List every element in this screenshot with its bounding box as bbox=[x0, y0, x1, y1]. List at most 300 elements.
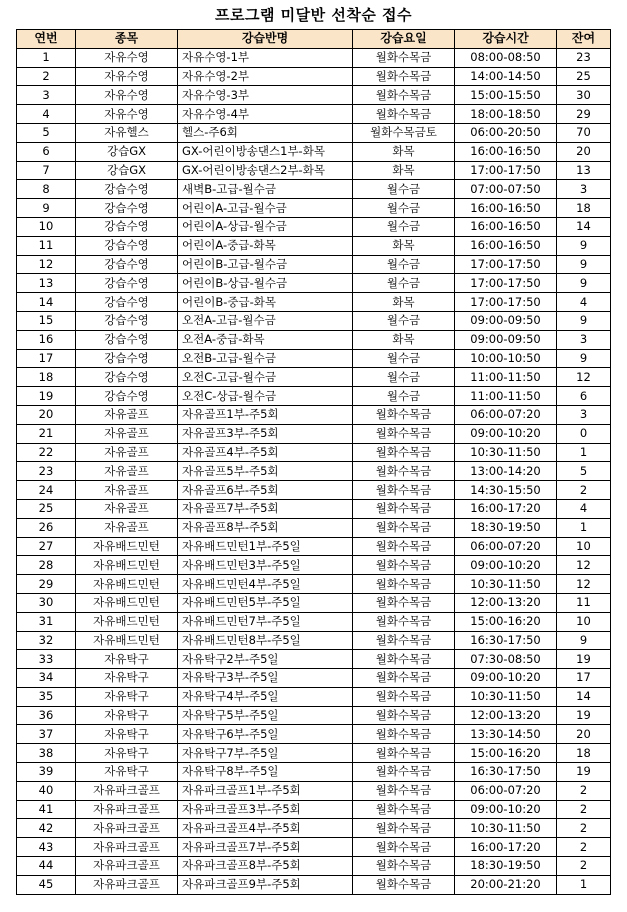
header-time: 강습시간 bbox=[455, 30, 557, 49]
table-row bbox=[17, 631, 611, 650]
cell-days: 월수금 bbox=[353, 180, 455, 199]
cell-category: 자유배드민턴 bbox=[76, 556, 178, 575]
cell-class-name: 자유배드민턴5부-주5일 bbox=[178, 593, 353, 612]
cell-category: 강습수영 bbox=[76, 236, 178, 255]
cell-days: 월화수목금 bbox=[353, 612, 455, 631]
cell-class-name: 자유탁구7부-주5일 bbox=[178, 744, 353, 763]
cell-days: 화목 bbox=[353, 161, 455, 180]
table-row bbox=[17, 48, 611, 67]
cell-category: 자유탁구 bbox=[76, 650, 178, 669]
table-body bbox=[17, 48, 611, 894]
page-title: 프로그램 미달반 선착순 접수 bbox=[214, 6, 413, 24]
cell-days: 월화수목금 bbox=[353, 443, 455, 462]
cell-days: 월화수목금 bbox=[353, 669, 455, 688]
table-row bbox=[17, 387, 611, 406]
cell-category: 강습수영 bbox=[76, 293, 178, 312]
cell-index: 45 bbox=[17, 875, 76, 894]
cell-index: 28 bbox=[17, 556, 76, 575]
cell-remaining: 17 bbox=[557, 669, 611, 688]
cell-time: 10:30-11:50 bbox=[455, 443, 557, 462]
cell-category: 자유골프 bbox=[76, 518, 178, 537]
cell-time: 06:00-07:20 bbox=[455, 405, 557, 424]
cell-class-name: 자유파크골프1부-주5회 bbox=[178, 781, 353, 800]
cell-class-name: 자유수영-4부 bbox=[178, 105, 353, 124]
cell-days: 월화수목금 bbox=[353, 537, 455, 556]
cell-index: 40 bbox=[17, 781, 76, 800]
cell-class-name: GX-어린이방송댄스2부-화목 bbox=[178, 161, 353, 180]
cell-remaining: 2 bbox=[557, 781, 611, 800]
cell-time: 16:30-17:50 bbox=[455, 631, 557, 650]
cell-category: 강습수영 bbox=[76, 311, 178, 330]
cell-category: 자유골프 bbox=[76, 405, 178, 424]
table-row bbox=[17, 481, 611, 500]
cell-category: 자유탁구 bbox=[76, 669, 178, 688]
cell-class-name: 자유파크골프4부-주5회 bbox=[178, 819, 353, 838]
table-row bbox=[17, 706, 611, 725]
cell-category: 자유탁구 bbox=[76, 687, 178, 706]
cell-index: 24 bbox=[17, 481, 76, 500]
cell-time: 09:00-10:20 bbox=[455, 424, 557, 443]
cell-days: 월화수목금 bbox=[353, 518, 455, 537]
cell-days: 월화수목금 bbox=[353, 105, 455, 124]
table-row bbox=[17, 518, 611, 537]
cell-remaining: 13 bbox=[557, 161, 611, 180]
cell-days: 월화수목금 bbox=[353, 819, 455, 838]
cell-class-name: 어린이A-상급-월수금 bbox=[178, 217, 353, 236]
table-row bbox=[17, 274, 611, 293]
cell-category: 자유파크골프 bbox=[76, 781, 178, 800]
cell-index: 11 bbox=[17, 236, 76, 255]
cell-remaining: 5 bbox=[557, 462, 611, 481]
cell-remaining: 12 bbox=[557, 575, 611, 594]
cell-category: 자유파크골프 bbox=[76, 800, 178, 819]
cell-remaining: 12 bbox=[557, 556, 611, 575]
cell-days: 월화수목금 bbox=[353, 575, 455, 594]
cell-index: 25 bbox=[17, 499, 76, 518]
table-row bbox=[17, 142, 611, 161]
cell-days: 월화수목금 bbox=[353, 763, 455, 782]
cell-days: 월화수목금 bbox=[353, 481, 455, 500]
table-row bbox=[17, 255, 611, 274]
cell-index: 3 bbox=[17, 86, 76, 105]
cell-time: 07:00-07:50 bbox=[455, 180, 557, 199]
cell-remaining: 1 bbox=[557, 875, 611, 894]
table-row bbox=[17, 819, 611, 838]
header-remaining: 잔여 bbox=[557, 30, 611, 49]
cell-time: 13:30-14:50 bbox=[455, 725, 557, 744]
cell-index: 9 bbox=[17, 199, 76, 218]
table-row bbox=[17, 612, 611, 631]
cell-remaining: 1 bbox=[557, 443, 611, 462]
header-days: 강습요일 bbox=[353, 30, 455, 49]
cell-category: 강습수영 bbox=[76, 387, 178, 406]
cell-time: 13:00-14:20 bbox=[455, 462, 557, 481]
table-header-row bbox=[17, 30, 611, 49]
cell-remaining: 14 bbox=[557, 687, 611, 706]
cell-class-name: 자유골프7부-주5회 bbox=[178, 499, 353, 518]
cell-category: 자유수영 bbox=[76, 105, 178, 124]
cell-days: 월화수목금 bbox=[353, 499, 455, 518]
cell-class-name: 자유배드민턴1부-주5일 bbox=[178, 537, 353, 556]
table-row bbox=[17, 744, 611, 763]
table-row bbox=[17, 236, 611, 255]
cell-time: 12:00-13:20 bbox=[455, 706, 557, 725]
program-table bbox=[16, 29, 611, 895]
table-row bbox=[17, 575, 611, 594]
cell-index: 13 bbox=[17, 274, 76, 293]
cell-class-name: 자유파크골프9부-주5회 bbox=[178, 875, 353, 894]
table-row bbox=[17, 330, 611, 349]
cell-index: 15 bbox=[17, 311, 76, 330]
table-row bbox=[17, 405, 611, 424]
cell-days: 월수금 bbox=[353, 255, 455, 274]
cell-category: 강습수영 bbox=[76, 255, 178, 274]
cell-days: 월화수목금 bbox=[353, 725, 455, 744]
cell-class-name: 자유골프8부-주5회 bbox=[178, 518, 353, 537]
cell-time: 16:00-17:20 bbox=[455, 499, 557, 518]
cell-time: 06:00-07:20 bbox=[455, 781, 557, 800]
cell-class-name: 자유파크골프3부-주5회 bbox=[178, 800, 353, 819]
cell-remaining: 9 bbox=[557, 631, 611, 650]
cell-index: 38 bbox=[17, 744, 76, 763]
cell-category: 강습수영 bbox=[76, 199, 178, 218]
cell-remaining: 19 bbox=[557, 650, 611, 669]
cell-time: 07:30-08:50 bbox=[455, 650, 557, 669]
cell-time: 10:30-11:50 bbox=[455, 575, 557, 594]
cell-category: 자유수영 bbox=[76, 48, 178, 67]
cell-category: 강습수영 bbox=[76, 330, 178, 349]
cell-class-name: 헬스-주6회 bbox=[178, 123, 353, 142]
cell-class-name: 자유골프4부-주5회 bbox=[178, 443, 353, 462]
cell-category: 자유파크골프 bbox=[76, 838, 178, 857]
table-row bbox=[17, 838, 611, 857]
cell-days: 월화수목금 bbox=[353, 800, 455, 819]
cell-index: 39 bbox=[17, 763, 76, 782]
cell-index: 16 bbox=[17, 330, 76, 349]
cell-category: 자유골프 bbox=[76, 443, 178, 462]
cell-days: 월화수목금 bbox=[353, 48, 455, 67]
cell-class-name: 자유파크골프8부-주5회 bbox=[178, 857, 353, 876]
table-row bbox=[17, 763, 611, 782]
cell-time: 14:30-15:50 bbox=[455, 481, 557, 500]
cell-class-name: 자유골프5부-주5회 bbox=[178, 462, 353, 481]
cell-remaining: 20 bbox=[557, 725, 611, 744]
cell-category: 자유수영 bbox=[76, 86, 178, 105]
cell-index: 33 bbox=[17, 650, 76, 669]
cell-category: 자유배드민턴 bbox=[76, 612, 178, 631]
cell-time: 16:30-17:50 bbox=[455, 763, 557, 782]
cell-category: 강습수영 bbox=[76, 349, 178, 368]
cell-category: 강습수영 bbox=[76, 180, 178, 199]
cell-category: 자유탁구 bbox=[76, 725, 178, 744]
cell-days: 월수금 bbox=[353, 274, 455, 293]
cell-remaining: 11 bbox=[557, 593, 611, 612]
cell-days: 월화수목금 bbox=[353, 424, 455, 443]
cell-remaining: 30 bbox=[557, 86, 611, 105]
cell-class-name: 어린이A-고급-월수금 bbox=[178, 199, 353, 218]
header-index: 연번 bbox=[17, 30, 76, 49]
table-row bbox=[17, 857, 611, 876]
cell-time: 18:00-18:50 bbox=[455, 105, 557, 124]
cell-time: 17:00-17:50 bbox=[455, 255, 557, 274]
cell-remaining: 9 bbox=[557, 274, 611, 293]
cell-time: 15:00-16:20 bbox=[455, 744, 557, 763]
cell-class-name: 자유탁구8부-주5일 bbox=[178, 763, 353, 782]
cell-time: 06:00-20:50 bbox=[455, 123, 557, 142]
header-category: 종목 bbox=[76, 30, 178, 49]
cell-remaining: 2 bbox=[557, 481, 611, 500]
cell-days: 월화수목금 bbox=[353, 838, 455, 857]
table-row bbox=[17, 199, 611, 218]
cell-days: 월화수목금 bbox=[353, 875, 455, 894]
cell-index: 10 bbox=[17, 217, 76, 236]
cell-index: 7 bbox=[17, 161, 76, 180]
cell-remaining: 9 bbox=[557, 255, 611, 274]
cell-class-name: 어린이B-상급-월수금 bbox=[178, 274, 353, 293]
cell-index: 44 bbox=[17, 857, 76, 876]
cell-class-name: 자유골프1부-주5회 bbox=[178, 405, 353, 424]
header-class-name: 강습반명 bbox=[178, 30, 353, 49]
cell-days: 화목 bbox=[353, 236, 455, 255]
cell-index: 19 bbox=[17, 387, 76, 406]
cell-time: 09:00-10:20 bbox=[455, 800, 557, 819]
cell-days: 화목 bbox=[353, 142, 455, 161]
cell-class-name: 어린이A-중급-화목 bbox=[178, 236, 353, 255]
cell-category: 강습수영 bbox=[76, 368, 178, 387]
cell-time: 14:00-14:50 bbox=[455, 67, 557, 86]
cell-class-name: 자유탁구4부-주5일 bbox=[178, 687, 353, 706]
cell-time: 09:00-10:20 bbox=[455, 556, 557, 575]
cell-time: 08:00-08:50 bbox=[455, 48, 557, 67]
cell-class-name: 자유수영-2부 bbox=[178, 67, 353, 86]
cell-time: 09:00-10:20 bbox=[455, 669, 557, 688]
table-row bbox=[17, 800, 611, 819]
cell-category: 자유골프 bbox=[76, 481, 178, 500]
table-row bbox=[17, 669, 611, 688]
cell-time: 11:00-11:50 bbox=[455, 368, 557, 387]
table-row bbox=[17, 556, 611, 575]
cell-index: 17 bbox=[17, 349, 76, 368]
cell-time: 16:00-16:50 bbox=[455, 236, 557, 255]
cell-index: 37 bbox=[17, 725, 76, 744]
table-row bbox=[17, 161, 611, 180]
cell-category: 강습GX bbox=[76, 161, 178, 180]
cell-index: 27 bbox=[17, 537, 76, 556]
table-row bbox=[17, 424, 611, 443]
cell-category: 자유배드민턴 bbox=[76, 631, 178, 650]
cell-index: 12 bbox=[17, 255, 76, 274]
cell-index: 42 bbox=[17, 819, 76, 838]
cell-class-name: 어린이B-고급-월수금 bbox=[178, 255, 353, 274]
cell-days: 월수금 bbox=[353, 349, 455, 368]
cell-days: 월수금 bbox=[353, 217, 455, 236]
cell-category: 강습GX bbox=[76, 142, 178, 161]
cell-category: 자유파크골프 bbox=[76, 875, 178, 894]
cell-days: 월수금 bbox=[353, 368, 455, 387]
cell-remaining: 9 bbox=[557, 349, 611, 368]
cell-index: 29 bbox=[17, 575, 76, 594]
cell-days: 월수금 bbox=[353, 387, 455, 406]
cell-remaining: 3 bbox=[557, 180, 611, 199]
cell-time: 16:00-16:50 bbox=[455, 142, 557, 161]
cell-remaining: 19 bbox=[557, 706, 611, 725]
cell-time: 10:00-10:50 bbox=[455, 349, 557, 368]
cell-days: 월화수목금 bbox=[353, 462, 455, 481]
cell-class-name: 오전B-고급-월수금 bbox=[178, 349, 353, 368]
cell-index: 43 bbox=[17, 838, 76, 857]
cell-remaining: 70 bbox=[557, 123, 611, 142]
cell-category: 자유배드민턴 bbox=[76, 537, 178, 556]
cell-index: 32 bbox=[17, 631, 76, 650]
cell-time: 10:30-11:50 bbox=[455, 819, 557, 838]
cell-index: 14 bbox=[17, 293, 76, 312]
cell-category: 자유배드민턴 bbox=[76, 593, 178, 612]
cell-remaining: 10 bbox=[557, 612, 611, 631]
cell-days: 월화수목금토 bbox=[353, 123, 455, 142]
cell-category: 자유탁구 bbox=[76, 706, 178, 725]
cell-days: 화목 bbox=[353, 293, 455, 312]
cell-class-name: 자유배드민턴4부-주5일 bbox=[178, 575, 353, 594]
cell-time: 09:00-09:50 bbox=[455, 330, 557, 349]
table-row bbox=[17, 687, 611, 706]
table-row bbox=[17, 105, 611, 124]
table-row bbox=[17, 462, 611, 481]
table-row bbox=[17, 86, 611, 105]
table-row bbox=[17, 67, 611, 86]
cell-index: 1 bbox=[17, 48, 76, 67]
cell-remaining: 6 bbox=[557, 387, 611, 406]
cell-index: 5 bbox=[17, 123, 76, 142]
table-row bbox=[17, 537, 611, 556]
cell-time: 15:00-15:50 bbox=[455, 86, 557, 105]
cell-days: 월화수목금 bbox=[353, 781, 455, 800]
table-row bbox=[17, 499, 611, 518]
cell-class-name: 오전C-상급-월수금 bbox=[178, 387, 353, 406]
cell-time: 16:00-17:20 bbox=[455, 838, 557, 857]
cell-index: 20 bbox=[17, 405, 76, 424]
cell-days: 월화수목금 bbox=[353, 687, 455, 706]
cell-remaining: 12 bbox=[557, 368, 611, 387]
cell-index: 36 bbox=[17, 706, 76, 725]
cell-class-name: 오전A-중급-화목 bbox=[178, 330, 353, 349]
cell-index: 34 bbox=[17, 669, 76, 688]
cell-class-name: 오전C-고급-월수금 bbox=[178, 368, 353, 387]
cell-remaining: 20 bbox=[557, 142, 611, 161]
cell-class-name: 자유탁구3부-주5일 bbox=[178, 669, 353, 688]
cell-remaining: 19 bbox=[557, 763, 611, 782]
cell-remaining: 2 bbox=[557, 857, 611, 876]
cell-category: 자유파크골프 bbox=[76, 819, 178, 838]
cell-days: 월화수목금 bbox=[353, 67, 455, 86]
cell-remaining: 2 bbox=[557, 819, 611, 838]
cell-days: 월화수목금 bbox=[353, 593, 455, 612]
cell-class-name: 자유탁구6부-주5일 bbox=[178, 725, 353, 744]
cell-class-name: 자유골프6부-주5회 bbox=[178, 481, 353, 500]
table-row bbox=[17, 180, 611, 199]
cell-remaining: 3 bbox=[557, 330, 611, 349]
cell-remaining: 18 bbox=[557, 744, 611, 763]
cell-remaining: 9 bbox=[557, 236, 611, 255]
cell-index: 41 bbox=[17, 800, 76, 819]
cell-remaining: 25 bbox=[557, 67, 611, 86]
cell-category: 자유배드민턴 bbox=[76, 575, 178, 594]
cell-days: 월화수목금 bbox=[353, 706, 455, 725]
cell-days: 월수금 bbox=[353, 311, 455, 330]
cell-index: 6 bbox=[17, 142, 76, 161]
cell-days: 화목 bbox=[353, 330, 455, 349]
table-row bbox=[17, 217, 611, 236]
cell-index: 8 bbox=[17, 180, 76, 199]
cell-days: 월화수목금 bbox=[353, 650, 455, 669]
cell-time: 17:00-17:50 bbox=[455, 293, 557, 312]
cell-time: 20:00-21:20 bbox=[455, 875, 557, 894]
cell-category: 자유탁구 bbox=[76, 744, 178, 763]
cell-days: 월화수목금 bbox=[353, 86, 455, 105]
cell-time: 16:00-16:50 bbox=[455, 217, 557, 236]
cell-remaining: 9 bbox=[557, 311, 611, 330]
cell-remaining: 29 bbox=[557, 105, 611, 124]
cell-class-name: 어린이B-중급-화목 bbox=[178, 293, 353, 312]
cell-class-name: 자유파크골프7부-주5회 bbox=[178, 838, 353, 857]
cell-days: 월화수목금 bbox=[353, 631, 455, 650]
cell-class-name: 오전A-고급-월수금 bbox=[178, 311, 353, 330]
cell-remaining: 14 bbox=[557, 217, 611, 236]
cell-category: 자유파크골프 bbox=[76, 857, 178, 876]
cell-remaining: 10 bbox=[557, 537, 611, 556]
cell-category: 자유골프 bbox=[76, 499, 178, 518]
cell-remaining: 3 bbox=[557, 405, 611, 424]
cell-time: 10:30-11:50 bbox=[455, 687, 557, 706]
cell-days: 월화수목금 bbox=[353, 744, 455, 763]
cell-class-name: 자유수영-1부 bbox=[178, 48, 353, 67]
table-row bbox=[17, 725, 611, 744]
table-row bbox=[17, 443, 611, 462]
cell-remaining: 23 bbox=[557, 48, 611, 67]
cell-class-name: 새벽B-고급-월수금 bbox=[178, 180, 353, 199]
cell-index: 23 bbox=[17, 462, 76, 481]
cell-class-name: 자유배드민턴8부-주5일 bbox=[178, 631, 353, 650]
cell-category: 자유골프 bbox=[76, 462, 178, 481]
cell-index: 35 bbox=[17, 687, 76, 706]
cell-time: 17:00-17:50 bbox=[455, 161, 557, 180]
cell-index: 18 bbox=[17, 368, 76, 387]
cell-index: 22 bbox=[17, 443, 76, 462]
cell-remaining: 1 bbox=[557, 518, 611, 537]
table-row bbox=[17, 293, 611, 312]
cell-time: 06:00-07:20 bbox=[455, 537, 557, 556]
cell-class-name: 자유골프3부-주5회 bbox=[178, 424, 353, 443]
cell-category: 자유수영 bbox=[76, 67, 178, 86]
cell-category: 자유탁구 bbox=[76, 763, 178, 782]
cell-time: 18:30-19:50 bbox=[455, 518, 557, 537]
table-row bbox=[17, 650, 611, 669]
table-row bbox=[17, 781, 611, 800]
cell-remaining: 2 bbox=[557, 800, 611, 819]
cell-class-name: 자유배드민턴7부-주5일 bbox=[178, 612, 353, 631]
cell-remaining: 4 bbox=[557, 499, 611, 518]
cell-index: 31 bbox=[17, 612, 76, 631]
cell-remaining: 4 bbox=[557, 293, 611, 312]
cell-index: 4 bbox=[17, 105, 76, 124]
table-row bbox=[17, 368, 611, 387]
cell-category: 강습수영 bbox=[76, 217, 178, 236]
cell-class-name: 자유탁구5부-주5일 bbox=[178, 706, 353, 725]
cell-class-name: 자유배드민턴3부-주5일 bbox=[178, 556, 353, 575]
cell-time: 09:00-09:50 bbox=[455, 311, 557, 330]
cell-remaining: 0 bbox=[557, 424, 611, 443]
cell-category: 강습수영 bbox=[76, 274, 178, 293]
table-row bbox=[17, 349, 611, 368]
